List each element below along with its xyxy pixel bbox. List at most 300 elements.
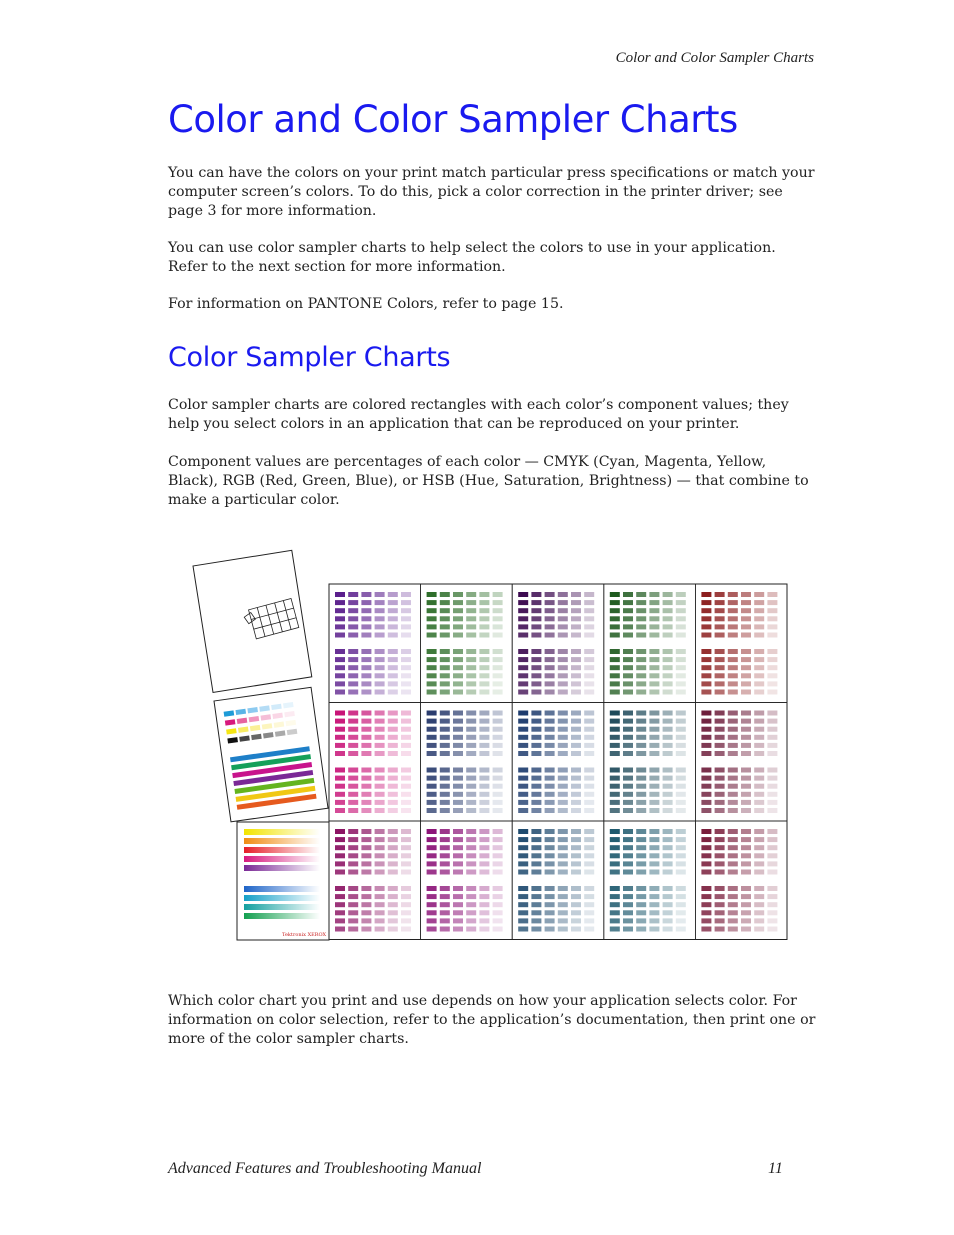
color-swatch <box>375 649 385 654</box>
color-swatch <box>375 768 385 773</box>
color-swatch <box>636 751 646 756</box>
color-swatch <box>453 861 463 866</box>
color-swatch <box>636 902 646 907</box>
color-swatch <box>493 719 503 724</box>
color-swatch <box>440 616 450 621</box>
color-swatch <box>663 690 673 695</box>
color-swatch <box>518 624 528 629</box>
color-swatch <box>361 657 371 662</box>
color-swatch <box>401 608 411 613</box>
color-swatch <box>676 784 686 789</box>
color-swatch <box>584 784 594 789</box>
color-swatch <box>571 845 581 850</box>
color-swatch <box>466 861 476 866</box>
color-swatch <box>440 784 450 789</box>
color-swatch <box>754 735 764 740</box>
color-swatch <box>767 751 777 756</box>
color-swatch <box>335 665 345 670</box>
color-swatch <box>531 808 541 813</box>
color-swatch <box>728 719 738 724</box>
color-swatch <box>401 776 411 781</box>
color-swatch <box>388 743 398 748</box>
color-swatch <box>715 616 725 621</box>
color-swatch <box>663 902 673 907</box>
color-swatch <box>663 608 673 613</box>
color-swatch <box>335 927 345 932</box>
intro-paragraph-2: You can use color sampler charts to help select the colors to use in your application. Refer to the next section for more information. <box>168 240 776 275</box>
color-swatch <box>440 800 450 805</box>
color-swatch <box>545 751 555 756</box>
color-swatch <box>466 657 476 662</box>
color-swatch <box>440 649 450 654</box>
color-swatch <box>493 727 503 732</box>
color-swatch <box>479 600 489 605</box>
color-swatch <box>361 673 371 678</box>
color-swatch <box>584 633 594 638</box>
color-swatch <box>401 743 411 748</box>
color-swatch <box>479 633 489 638</box>
color-swatch <box>623 751 633 756</box>
color-swatch <box>361 681 371 686</box>
color-swatch <box>466 727 476 732</box>
color-swatch <box>361 784 371 789</box>
color-swatch <box>348 665 358 670</box>
color-swatch <box>636 845 646 850</box>
color-swatch <box>453 853 463 858</box>
color-swatch <box>375 829 385 834</box>
color-swatch <box>715 837 725 842</box>
color-swatch <box>348 743 358 748</box>
color-swatch <box>701 792 711 797</box>
color-swatch <box>401 870 411 875</box>
color-swatch <box>531 735 541 740</box>
color-swatch <box>335 784 345 789</box>
color-swatch <box>715 681 725 686</box>
color-swatch <box>531 768 541 773</box>
color-swatch <box>754 690 764 695</box>
color-swatch <box>427 649 437 654</box>
color-swatch <box>741 665 751 670</box>
color-swatch <box>440 845 450 850</box>
color-swatch <box>741 894 751 899</box>
color-swatch <box>348 681 358 686</box>
color-swatch <box>361 665 371 670</box>
color-swatch <box>728 886 738 891</box>
color-swatch <box>518 616 528 621</box>
color-swatch <box>636 608 646 613</box>
color-swatch <box>610 665 620 670</box>
color-swatch <box>479 808 489 813</box>
color-swatch <box>466 829 476 834</box>
color-swatch <box>479 853 489 858</box>
color-swatch <box>663 784 673 789</box>
color-swatch <box>754 624 764 629</box>
color-swatch <box>531 649 541 654</box>
color-swatch <box>479 743 489 748</box>
color-swatch <box>728 910 738 915</box>
color-swatch <box>348 690 358 695</box>
color-swatch <box>584 600 594 605</box>
section-paragraph-1: Color sampler charts are colored rectangles with each color’s component values; they help you select colors in an application that can be reproduced on your printer. <box>168 397 789 432</box>
color-swatch <box>388 784 398 789</box>
page-title: Color and Color Sampler Charts <box>168 98 738 141</box>
color-swatch <box>676 608 686 613</box>
color-swatch <box>427 681 437 686</box>
color-swatch <box>401 894 411 899</box>
color-swatch <box>649 600 659 605</box>
color-swatch <box>518 853 528 858</box>
color-swatch <box>375 616 385 621</box>
color-swatch <box>518 633 528 638</box>
color-swatch <box>571 768 581 773</box>
color-swatch <box>636 829 646 834</box>
color-swatch <box>715 768 725 773</box>
color-swatch <box>767 616 777 621</box>
color-swatch <box>466 624 476 629</box>
color-swatch <box>427 719 437 724</box>
color-swatch <box>388 665 398 670</box>
color-swatch <box>348 711 358 716</box>
color-swatch <box>375 600 385 605</box>
color-swatch <box>453 616 463 621</box>
color-swatch <box>493 633 503 638</box>
color-swatch <box>518 870 528 875</box>
color-swatch <box>571 592 581 597</box>
color-swatch <box>649 845 659 850</box>
color-swatch <box>518 690 528 695</box>
color-swatch <box>715 808 725 813</box>
color-swatch <box>427 845 437 850</box>
color-swatch <box>715 727 725 732</box>
color-swatch <box>701 727 711 732</box>
color-swatch <box>558 808 568 813</box>
color-swatch <box>348 776 358 781</box>
color-swatch <box>741 649 751 654</box>
color-swatch <box>518 711 528 716</box>
color-swatch <box>610 592 620 597</box>
color-swatch <box>728 784 738 789</box>
color-swatch <box>623 657 633 662</box>
color-swatch <box>741 861 751 866</box>
color-swatch <box>715 592 725 597</box>
color-swatch <box>610 808 620 813</box>
color-swatch <box>375 837 385 842</box>
color-swatch <box>728 690 738 695</box>
color-swatch <box>453 608 463 613</box>
color-swatch <box>531 592 541 597</box>
color-swatch <box>571 808 581 813</box>
color-swatch <box>479 624 489 629</box>
color-swatch <box>453 624 463 629</box>
color-swatch <box>545 853 555 858</box>
color-swatch <box>636 711 646 716</box>
color-swatch <box>741 616 751 621</box>
color-swatch <box>361 837 371 842</box>
color-swatch <box>610 792 620 797</box>
color-swatch <box>558 633 568 638</box>
color-swatch <box>728 792 738 797</box>
color-swatch <box>728 927 738 932</box>
color-swatch <box>335 719 345 724</box>
color-swatch <box>361 735 371 740</box>
color-swatch <box>741 845 751 850</box>
color-swatch <box>479 751 489 756</box>
color-swatch <box>767 673 777 678</box>
color-swatch <box>348 870 358 875</box>
color-swatch <box>545 719 555 724</box>
color-swatch <box>649 751 659 756</box>
color-swatch <box>767 845 777 850</box>
color-swatch <box>767 792 777 797</box>
color-swatch <box>676 649 686 654</box>
color-swatch <box>571 727 581 732</box>
color-swatch <box>401 665 411 670</box>
color-swatch <box>571 784 581 789</box>
color-swatch <box>676 727 686 732</box>
color-swatch <box>741 727 751 732</box>
color-swatch <box>427 870 437 875</box>
color-swatch <box>715 853 725 858</box>
color-swatch <box>767 592 777 597</box>
color-swatch <box>453 649 463 654</box>
color-swatch <box>493 845 503 850</box>
color-swatch <box>493 681 503 686</box>
color-swatch <box>531 751 541 756</box>
color-swatch <box>584 719 594 724</box>
color-swatch <box>571 624 581 629</box>
color-swatch <box>545 792 555 797</box>
color-swatch <box>375 681 385 686</box>
color-swatch <box>754 784 764 789</box>
color-swatch <box>754 727 764 732</box>
color-swatch <box>518 845 528 850</box>
color-swatch <box>335 808 345 813</box>
color-swatch <box>518 792 528 797</box>
color-swatch <box>361 751 371 756</box>
color-swatch <box>388 845 398 850</box>
color-swatch <box>493 861 503 866</box>
color-swatch <box>584 776 594 781</box>
color-swatch <box>701 768 711 773</box>
color-swatch <box>676 665 686 670</box>
color-swatch <box>649 792 659 797</box>
color-swatch <box>348 727 358 732</box>
color-swatch <box>348 845 358 850</box>
color-swatch <box>610 735 620 740</box>
color-swatch <box>361 792 371 797</box>
color-swatch <box>754 768 764 773</box>
color-swatch <box>636 800 646 805</box>
color-swatch <box>440 829 450 834</box>
color-swatch <box>493 808 503 813</box>
color-swatch <box>531 853 541 858</box>
color-swatch <box>531 616 541 621</box>
color-swatch <box>636 776 646 781</box>
color-swatch <box>453 927 463 932</box>
color-swatch <box>623 918 633 923</box>
color-swatch <box>663 861 673 866</box>
color-swatch <box>610 927 620 932</box>
color-swatch <box>375 894 385 899</box>
color-swatch <box>493 792 503 797</box>
color-swatch <box>348 616 358 621</box>
color-swatch <box>427 727 437 732</box>
color-swatch <box>335 861 345 866</box>
color-swatch <box>701 657 711 662</box>
color-swatch <box>545 649 555 654</box>
color-swatch <box>545 918 555 923</box>
color-swatch <box>610 681 620 686</box>
color-swatch <box>466 690 476 695</box>
color-swatch <box>440 861 450 866</box>
color-swatch <box>636 673 646 678</box>
color-swatch <box>479 902 489 907</box>
color-swatch <box>741 681 751 686</box>
color-swatch <box>427 743 437 748</box>
color-swatch <box>571 743 581 748</box>
color-swatch <box>375 800 385 805</box>
color-swatch <box>754 902 764 907</box>
color-swatch <box>676 768 686 773</box>
color-swatch <box>466 910 476 915</box>
color-swatch <box>558 853 568 858</box>
color-swatch <box>531 861 541 866</box>
color-swatch <box>584 727 594 732</box>
color-swatch <box>531 624 541 629</box>
color-swatch <box>388 910 398 915</box>
color-swatch <box>715 829 725 834</box>
color-swatch <box>663 633 673 638</box>
color-swatch <box>453 690 463 695</box>
color-swatch <box>741 600 751 605</box>
color-swatch <box>479 918 489 923</box>
color-swatch <box>427 918 437 923</box>
color-swatch <box>728 800 738 805</box>
color-swatch <box>440 894 450 899</box>
color-swatch <box>479 711 489 716</box>
color-swatch <box>558 837 568 842</box>
color-swatch <box>610 633 620 638</box>
color-swatch <box>348 735 358 740</box>
color-swatch <box>545 910 555 915</box>
color-swatch <box>558 727 568 732</box>
color-swatch <box>518 776 528 781</box>
closing-paragraph: Which color chart you print and use depends on how your application selects color. For information on color selection, refer to the application’s documentation, then print one or more of the color sampler charts. <box>168 993 816 1047</box>
color-swatch <box>623 633 633 638</box>
color-swatch <box>676 673 686 678</box>
color-swatch <box>401 616 411 621</box>
color-swatch <box>636 886 646 891</box>
color-swatch <box>375 624 385 629</box>
color-swatch <box>453 910 463 915</box>
color-swatch <box>388 727 398 732</box>
color-swatch <box>754 743 764 748</box>
color-swatch <box>584 870 594 875</box>
color-swatch <box>375 727 385 732</box>
color-swatch <box>466 918 476 923</box>
color-sampler-figure <box>190 538 795 946</box>
color-swatch <box>715 649 725 654</box>
color-swatch <box>701 649 711 654</box>
color-swatch <box>479 886 489 891</box>
color-swatch <box>649 784 659 789</box>
color-swatch <box>649 886 659 891</box>
color-swatch <box>676 592 686 597</box>
color-swatch <box>649 910 659 915</box>
color-swatch <box>361 886 371 891</box>
color-swatch <box>545 927 555 932</box>
color-swatch <box>584 808 594 813</box>
color-swatch <box>715 784 725 789</box>
color-swatch <box>361 768 371 773</box>
color-swatch <box>518 808 528 813</box>
color-swatch <box>545 902 555 907</box>
color-swatch <box>335 853 345 858</box>
color-swatch <box>558 743 568 748</box>
color-swatch <box>558 690 568 695</box>
color-swatch <box>348 853 358 858</box>
color-swatch <box>531 784 541 789</box>
color-swatch <box>531 608 541 613</box>
color-swatch <box>479 616 489 621</box>
color-swatch <box>388 616 398 621</box>
color-swatch <box>401 861 411 866</box>
color-swatch <box>531 776 541 781</box>
color-swatch <box>388 808 398 813</box>
color-swatch <box>767 743 777 748</box>
color-swatch <box>375 910 385 915</box>
color-swatch <box>623 861 633 866</box>
color-swatch <box>453 735 463 740</box>
color-swatch <box>545 727 555 732</box>
color-swatch <box>558 735 568 740</box>
color-swatch <box>558 918 568 923</box>
color-swatch <box>466 800 476 805</box>
color-swatch <box>518 927 528 932</box>
color-swatch <box>545 861 555 866</box>
color-swatch <box>636 910 646 915</box>
color-swatch <box>375 657 385 662</box>
color-swatch <box>715 894 725 899</box>
color-swatch <box>440 776 450 781</box>
color-swatch <box>649 902 659 907</box>
color-swatch <box>388 768 398 773</box>
color-swatch <box>518 861 528 866</box>
color-swatch <box>348 837 358 842</box>
color-swatch <box>754 910 764 915</box>
color-swatch <box>636 784 646 789</box>
color-swatch <box>701 927 711 932</box>
color-swatch <box>571 690 581 695</box>
color-swatch <box>636 624 646 629</box>
color-swatch <box>348 829 358 834</box>
color-swatch <box>728 633 738 638</box>
color-swatch <box>741 837 751 842</box>
color-swatch <box>361 600 371 605</box>
color-swatch <box>401 829 411 834</box>
xerox-logo: Tektronix XEROX <box>282 932 327 938</box>
color-swatch <box>361 902 371 907</box>
color-swatch <box>701 624 711 629</box>
color-swatch <box>767 768 777 773</box>
color-swatch <box>649 837 659 842</box>
color-swatch <box>571 657 581 662</box>
color-swatch <box>335 592 345 597</box>
color-swatch <box>636 616 646 621</box>
color-swatch <box>754 592 764 597</box>
color-swatch <box>453 800 463 805</box>
color-swatch <box>388 870 398 875</box>
